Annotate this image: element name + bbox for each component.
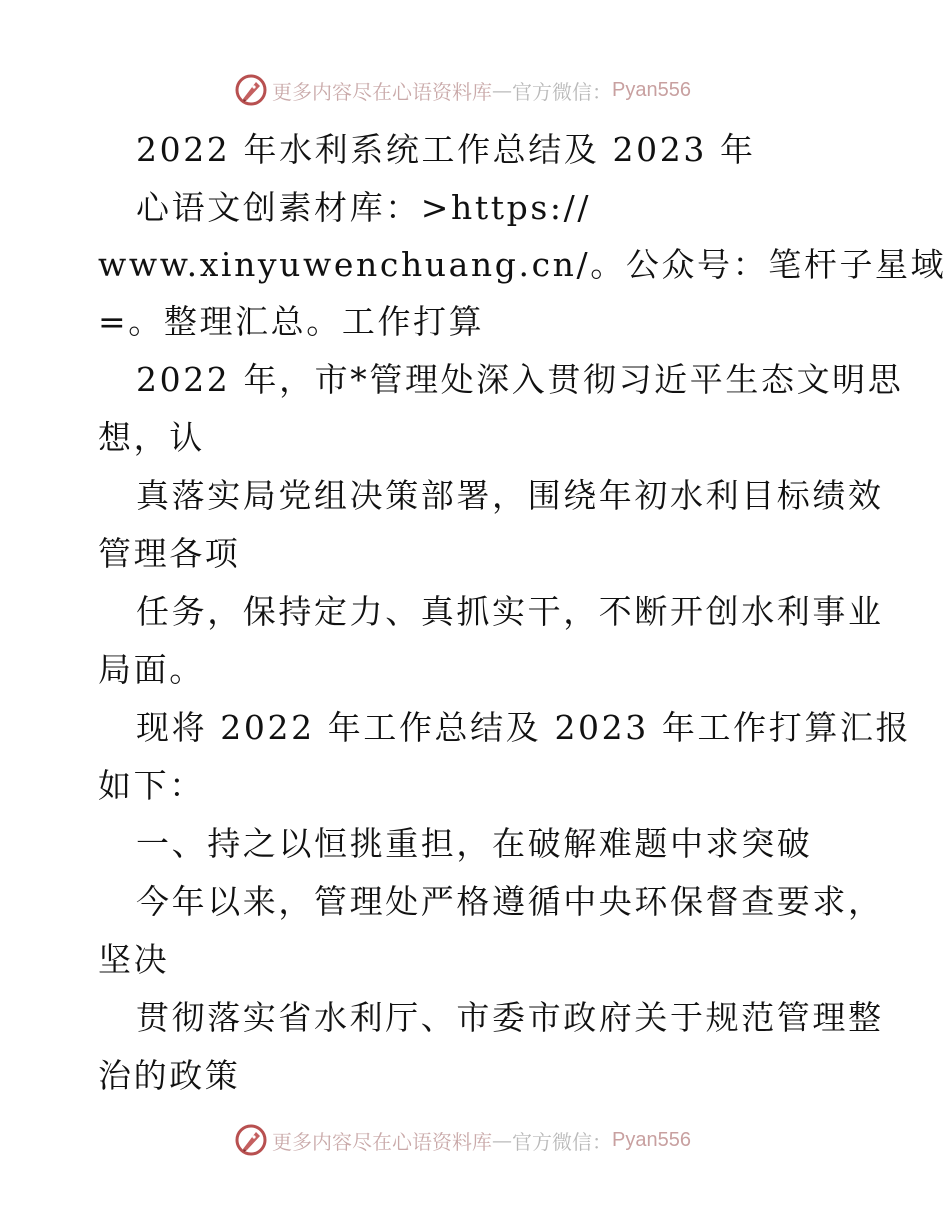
doc-line-6: 想，认 (98, 418, 205, 457)
doc-line-5: 2022 年，市*管理处深入贯彻习近平生态文明思 (136, 360, 904, 399)
header-banner (234, 70, 691, 110)
footer-wechat-label: 官方微信： (512, 1129, 612, 1154)
footer-banner (234, 1120, 691, 1160)
header-banner-separator: — (492, 78, 512, 102)
header-banner-text: 更多内容尽在心语资料库 (272, 79, 492, 104)
header-wechat-label: 官方微信： (512, 79, 612, 104)
doc-line-10: 局面。 (98, 650, 205, 689)
doc-line-14: 今年以来，管理处严格遵循中央环保督查要求， (136, 882, 884, 921)
doc-line-4: =。整理汇总。工作打算 (98, 302, 485, 341)
doc-line-11: 现将 2022 年工作总结及 2023 年工作打算汇报 (136, 708, 912, 747)
footer-banner-text: 更多内容尽在心语资料库 (272, 1129, 492, 1154)
doc-line-17: 治的政策 (98, 1056, 241, 1095)
footer-wechat-id: Pyan556 (612, 1128, 691, 1151)
doc-line-3: www.xinyuwenchuang.cn/。公众号：笔杆子星域 (98, 245, 947, 284)
doc-line-section-heading: 一、持之以恒挑重担，在破解难题中求突破 (136, 824, 813, 863)
pen-nib-logo-icon (234, 1123, 268, 1157)
doc-line-15: 坚决 (98, 940, 170, 979)
doc-line-7: 真落实局党组决策部署，围绕年初水利目标绩效 (136, 476, 884, 515)
doc-line-title: 2022 年水利系统工作总结及 2023 年 (136, 130, 756, 169)
doc-line-8: 管理各项 (98, 534, 241, 573)
doc-line-9: 任务，保持定力、真抓实干，不断开创水利事业 (136, 592, 884, 631)
doc-line-12: 如下： (98, 766, 205, 805)
pen-nib-logo-icon (234, 73, 268, 107)
footer-banner-separator: — (492, 1128, 512, 1152)
doc-line-16: 贯彻落实省水利厅、市委市政府关于规范管理整 (136, 998, 884, 1037)
doc-line-2: 心语文创素材库：>https:// (136, 188, 592, 227)
header-wechat-id: Pyan556 (612, 78, 691, 101)
